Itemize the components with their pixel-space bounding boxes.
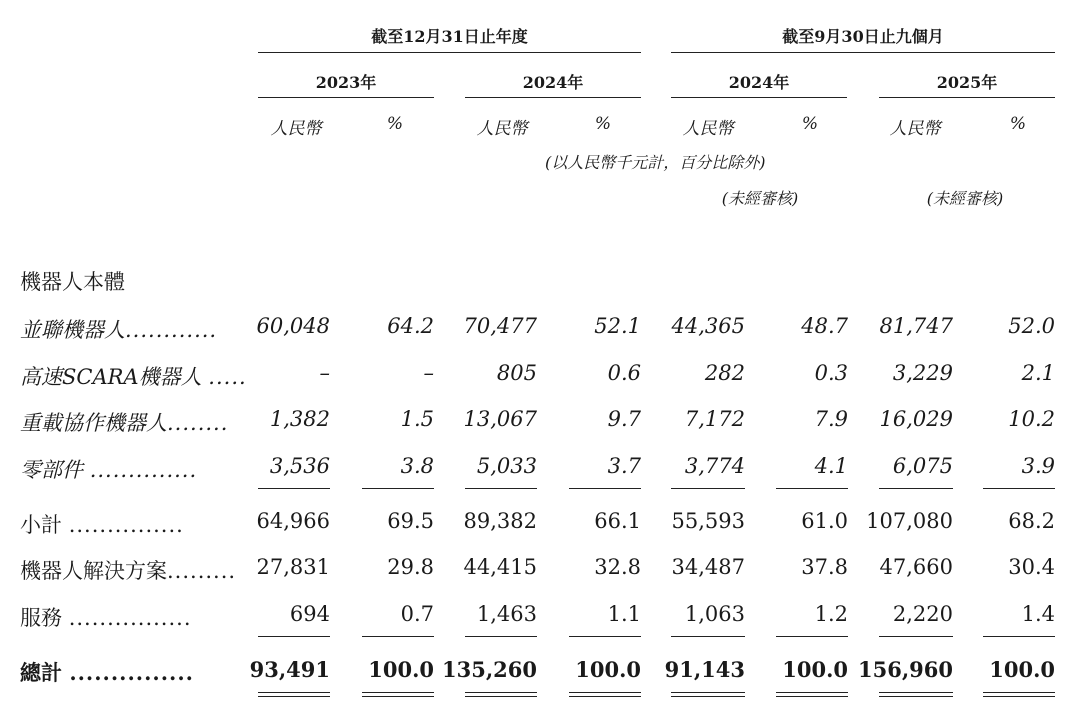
row-label-robot-solutions: 機器人解決方案......... <box>20 559 237 583</box>
cell-rmb-2023: 1,382 <box>269 407 330 431</box>
unaudited-note-2024: (未經審核) <box>721 189 799 208</box>
cell-rmb-2024-fy: 5,033 <box>476 454 537 478</box>
unit-rmb-2024-fy: 人民幣 <box>476 119 528 139</box>
cell-pct-2023: 3.8 <box>400 454 434 478</box>
row-label-total: 總計 ............... <box>20 660 194 685</box>
cell-pct-2023: 100.0 <box>368 657 434 682</box>
cell-pct-2025-9m: 10.2 <box>1008 407 1055 431</box>
cell-rmb-2024-fy: 44,415 <box>463 555 537 579</box>
grand-total-double-rule <box>983 692 1055 697</box>
subtotal-rule <box>776 488 848 489</box>
cell-pct-2024-9m: 37.8 <box>801 555 848 579</box>
row-label-scara-robot: 高速SCARA機器人 ..... <box>20 365 247 389</box>
cell-pct-2024-fy: 32.8 <box>594 555 641 579</box>
cell-rmb-2025-9m: 107,080 <box>866 509 953 533</box>
grand-total-double-rule <box>362 692 434 697</box>
cell-rmb-2025-9m: 16,029 <box>879 407 953 431</box>
unit-pct-2025-9m: % <box>1009 114 1027 134</box>
total-rule <box>671 636 745 637</box>
year-header-2024-fy: 2024年 <box>522 73 584 92</box>
cell-pct-2024-fy: 0.6 <box>607 361 641 385</box>
cell-rmb-2024-9m: 3,774 <box>684 454 745 478</box>
cell-pct-2024-9m: 100.0 <box>782 657 848 682</box>
subtotal-rule <box>569 488 641 489</box>
cell-rmb-2023: 27,831 <box>256 555 330 579</box>
year-header-2025-9m: 2025年 <box>936 73 998 92</box>
cell-pct-2024-9m: 4.1 <box>814 454 848 478</box>
cell-pct-2025-9m: 68.2 <box>1008 509 1055 533</box>
subtotal-rule <box>983 488 1055 489</box>
cell-rmb-2025-9m: 47,660 <box>879 555 953 579</box>
cell-rmb-2023: 3,536 <box>269 454 330 478</box>
unit-pct-2024-9m: % <box>801 114 819 134</box>
cell-pct-2024-fy: 9.7 <box>607 407 641 431</box>
cell-pct-2024-fy: 1.1 <box>607 602 641 626</box>
cell-pct-2023: 69.5 <box>387 509 434 533</box>
cell-rmb-2024-fy: 13,067 <box>463 407 537 431</box>
cell-rmb-2024-fy: 89,382 <box>463 509 537 533</box>
unit-pct-2024-fy: % <box>594 114 612 134</box>
cell-rmb-2025-9m: 3,229 <box>892 361 953 385</box>
cell-pct-2024-9m: 48.7 <box>801 314 848 338</box>
row-label-parallel-robot: 並聯機器人............ <box>20 318 218 342</box>
cell-rmb-2025-9m: 81,747 <box>879 314 953 338</box>
cell-rmb-2024-9m: 34,487 <box>671 555 745 579</box>
cell-pct-2023: 1.5 <box>400 407 434 431</box>
cell-pct-2025-9m: 3.9 <box>1021 454 1055 478</box>
subtotal-rule <box>879 488 953 489</box>
grand-total-double-rule <box>258 692 330 697</box>
row-label-services: 服務 ................ <box>20 606 192 630</box>
cell-rmb-2023: 694 <box>289 602 330 626</box>
year-header-2023: 2023年 <box>315 73 377 92</box>
grand-total-double-rule <box>776 692 848 697</box>
cell-rmb-2023: 64,966 <box>256 509 330 533</box>
year-rule-2024-fy <box>465 97 641 98</box>
cell-rmb-2025-9m: 156,960 <box>858 657 953 682</box>
total-rule <box>569 636 641 637</box>
row-label-components: 零部件 .............. <box>20 458 198 482</box>
header-rule-fiscal-year <box>258 52 641 53</box>
grand-total-double-rule <box>465 692 537 697</box>
cell-pct-2025-9m: 100.0 <box>989 657 1055 682</box>
unit-rmb-2024-9m: 人民幣 <box>682 119 734 139</box>
cell-pct-2024-9m: 0.3 <box>814 361 848 385</box>
year-rule-2024-9m <box>671 97 847 98</box>
cell-pct-2025-9m: 30.4 <box>1008 555 1055 579</box>
cell-rmb-2025-9m: 6,075 <box>892 454 953 478</box>
year-header-2024-9m: 2024年 <box>728 73 790 92</box>
cell-rmb-2024-fy: 805 <box>496 361 537 385</box>
cell-pct-2023: – <box>423 361 434 385</box>
cell-pct-2025-9m: 52.0 <box>1008 314 1055 338</box>
cell-rmb-2024-9m: 282 <box>704 361 745 385</box>
cell-rmb-2024-fy: 70,477 <box>463 314 537 338</box>
cell-rmb-2024-9m: 44,365 <box>671 314 745 338</box>
cell-pct-2023: 0.7 <box>400 602 434 626</box>
unaudited-note-2025: (未經審核) <box>926 189 1004 208</box>
subtotal-rule <box>465 488 537 489</box>
cell-rmb-2023: 60,048 <box>256 314 330 338</box>
year-rule-2023 <box>258 97 434 98</box>
cell-pct-2024-fy: 52.1 <box>594 314 641 338</box>
header-group-nine-months: 截至9月30日止九個月 <box>782 27 944 46</box>
cell-rmb-2023: 93,491 <box>249 657 330 682</box>
unit-pct-2023: % <box>386 114 404 134</box>
row-label-heavy-cobot: 重載協作機器人........ <box>20 411 229 435</box>
cell-rmb-2025-9m: 2,220 <box>892 602 953 626</box>
total-rule <box>983 636 1055 637</box>
unit-rmb-2023: 人民幣 <box>270 119 322 139</box>
header-rule-nine-months <box>671 52 1055 53</box>
cell-rmb-2024-9m: 1,063 <box>684 602 745 626</box>
grand-total-double-rule <box>879 692 953 697</box>
grand-total-double-rule <box>671 692 745 697</box>
cell-pct-2025-9m: 2.1 <box>1021 361 1055 385</box>
total-rule <box>465 636 537 637</box>
header-group-fiscal-year: 截至12月31日止年度 <box>371 27 528 46</box>
row-label-subtotal: 小計 ............... <box>20 513 184 537</box>
cell-rmb-2024-fy: 1,463 <box>476 602 537 626</box>
cell-pct-2023: 64.2 <box>387 314 434 338</box>
cell-rmb-2024-9m: 91,143 <box>664 657 745 682</box>
cell-rmb-2024-fy: 135,260 <box>442 657 537 682</box>
subtotal-rule <box>362 488 434 489</box>
cell-pct-2024-9m: 61.0 <box>801 509 848 533</box>
grand-total-double-rule <box>569 692 641 697</box>
cell-rmb-2024-9m: 7,172 <box>684 407 745 431</box>
total-rule <box>776 636 848 637</box>
cell-rmb-2023: – <box>319 361 330 385</box>
cell-pct-2024-9m: 1.2 <box>814 602 848 626</box>
total-rule <box>879 636 953 637</box>
subtotal-rule <box>671 488 745 489</box>
year-rule-2025-9m <box>879 97 1055 98</box>
subtotal-rule <box>258 488 330 489</box>
cell-pct-2025-9m: 1.4 <box>1021 602 1055 626</box>
total-rule <box>258 636 330 637</box>
cell-pct-2024-fy: 3.7 <box>607 454 641 478</box>
cell-pct-2024-fy: 66.1 <box>594 509 641 533</box>
cell-rmb-2024-9m: 55,593 <box>671 509 745 533</box>
cell-pct-2024-fy: 100.0 <box>575 657 641 682</box>
cell-pct-2024-9m: 7.9 <box>814 407 848 431</box>
unit-rmb-2025-9m: 人民幣 <box>889 119 941 139</box>
unit-note: (以人民幣千元計，百分比除外) <box>545 153 766 172</box>
total-rule <box>362 636 434 637</box>
cell-pct-2023: 29.8 <box>387 555 434 579</box>
section-title-robot-body: 機器人本體 <box>20 270 125 294</box>
